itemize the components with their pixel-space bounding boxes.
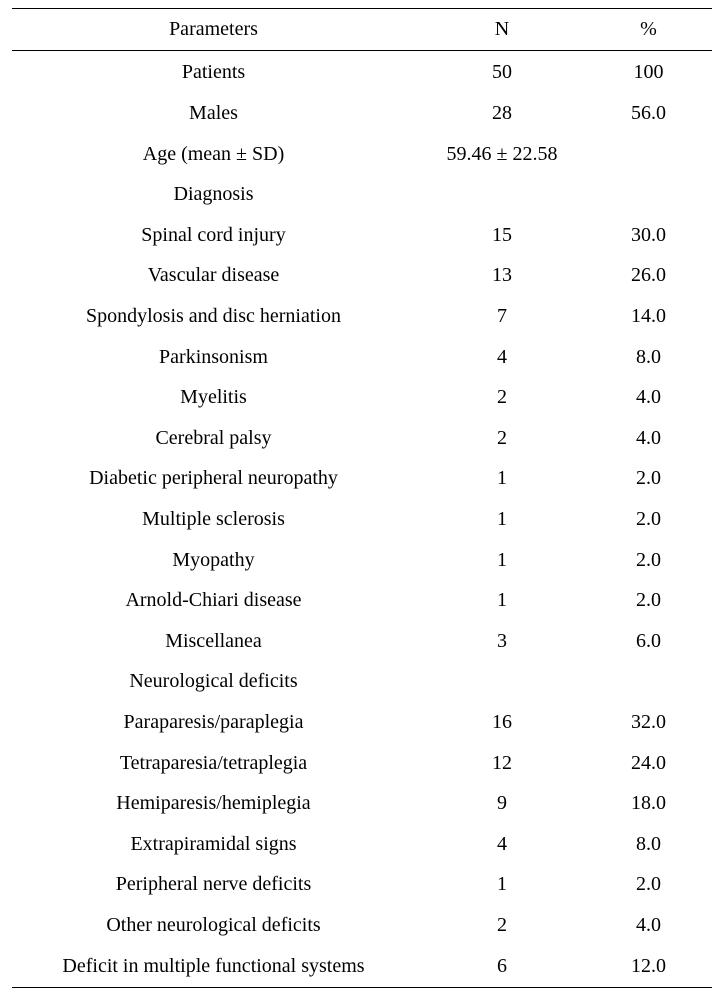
table-row <box>0 133 720 174</box>
table-section-row <box>0 661 720 702</box>
cell-parameter: Arnold-Chiari disease <box>125 589 302 612</box>
table-bottom-rule <box>12 987 712 988</box>
table-row <box>0 621 720 662</box>
cell-n: 50 <box>492 61 512 84</box>
table-section-row <box>0 174 720 215</box>
cell-n: 1 <box>497 508 507 530</box>
table-row <box>0 580 720 621</box>
cell-percent: 32.0 <box>631 711 666 734</box>
cell-parameter: Parkinsonism <box>159 345 268 368</box>
cell-percent: 2.0 <box>636 508 661 530</box>
table-header-rule <box>12 50 712 51</box>
cell-percent: 56.0 <box>631 101 666 124</box>
cell-parameter: Multiple sclerosis <box>142 508 285 530</box>
cell-n: 28 <box>492 101 512 124</box>
table-row <box>0 52 720 93</box>
cell-n: 59.46 ± 22.58 <box>446 142 558 165</box>
header-percent: % <box>640 17 657 40</box>
cell-parameter: Spondylosis and disc herniation <box>86 304 341 327</box>
cell-percent: 4.0 <box>636 426 661 449</box>
cell-n: 13 <box>492 264 512 287</box>
cell-percent: 8.0 <box>636 832 661 855</box>
table-row <box>0 458 720 499</box>
cell-percent: 26.0 <box>631 264 666 287</box>
cell-parameter: Peripheral nerve deficits <box>115 873 312 896</box>
cell-n: 3 <box>497 629 507 652</box>
cell-n: 15 <box>492 223 512 246</box>
section-heading: Diagnosis <box>173 183 254 206</box>
cell-n: 16 <box>492 711 512 734</box>
table-row <box>0 905 720 946</box>
cell-n: 12 <box>492 751 512 774</box>
cell-percent: 18.0 <box>631 792 666 815</box>
cell-percent: 12.0 <box>631 954 666 977</box>
cell-percent: 4.0 <box>636 386 661 409</box>
cell-n: 1 <box>497 873 507 896</box>
table-row <box>0 702 720 743</box>
cell-n: 1 <box>497 589 507 612</box>
table-row <box>0 499 720 540</box>
table-row <box>0 377 720 418</box>
cell-percent: 8.0 <box>636 345 661 368</box>
cell-parameter: Spinal cord injury <box>141 223 286 246</box>
cell-parameter: Extrapiramidal signs <box>130 832 297 855</box>
cell-parameter: Diabetic peripheral neuropathy <box>89 467 338 490</box>
table-row <box>0 336 720 377</box>
table-header-row <box>0 8 720 50</box>
cell-parameter: Males <box>189 101 238 124</box>
table-row <box>0 255 720 296</box>
table-row <box>0 214 720 255</box>
cell-percent: 2.0 <box>636 589 661 612</box>
cell-parameter: Age (mean ± SD) <box>142 142 285 165</box>
table-row <box>0 296 720 337</box>
cell-percent: 24.0 <box>631 751 666 774</box>
cell-n: 1 <box>497 548 507 571</box>
cell-n: 1 <box>497 467 507 490</box>
cell-percent: 2.0 <box>636 467 661 490</box>
cell-parameter: Hemiparesis/hemiplegia <box>116 792 311 815</box>
cell-n: 2 <box>497 426 507 449</box>
table-row <box>0 539 720 580</box>
cell-parameter: Paraparesis/paraplegia <box>123 711 304 734</box>
table-row <box>0 742 720 783</box>
table-row <box>0 864 720 905</box>
cell-parameter: Patients <box>181 61 246 84</box>
cell-parameter: Deficit in multiple functional systems <box>62 954 365 977</box>
header-parameters: Parameters <box>169 17 258 40</box>
cell-percent: 100 <box>633 61 664 84</box>
cell-n: 4 <box>497 345 507 368</box>
table-row <box>0 417 720 458</box>
cell-percent: 30.0 <box>631 223 666 246</box>
cell-parameter: Tetraparesia/tetraplegia <box>119 751 308 774</box>
table-row <box>0 945 720 986</box>
cell-parameter: Miscellanea <box>165 629 262 652</box>
cell-n: 2 <box>497 386 507 409</box>
header-n: N <box>494 17 510 40</box>
cell-parameter: Myopathy <box>172 548 255 571</box>
cell-parameter: Vascular disease <box>147 264 280 287</box>
cell-percent: 14.0 <box>631 304 666 327</box>
cell-parameter: Other neurological deficits <box>106 914 321 937</box>
cell-n: 4 <box>497 832 507 855</box>
cell-percent: 4.0 <box>636 914 661 937</box>
cell-percent: 6.0 <box>636 629 661 652</box>
cell-parameter: Cerebral palsy <box>155 426 272 449</box>
cell-percent: 2.0 <box>636 548 661 571</box>
table-row <box>0 783 720 824</box>
cell-percent: 2.0 <box>636 873 661 896</box>
table-row <box>0 93 720 134</box>
cell-n: 2 <box>497 914 507 937</box>
cell-n: 9 <box>497 792 507 815</box>
section-heading: Neurological deficits <box>129 670 298 693</box>
cell-parameter: Myelitis <box>180 386 247 409</box>
cell-n: 6 <box>497 954 507 977</box>
table-row <box>0 824 720 865</box>
cell-n: 7 <box>497 304 507 327</box>
table-body <box>0 52 720 986</box>
